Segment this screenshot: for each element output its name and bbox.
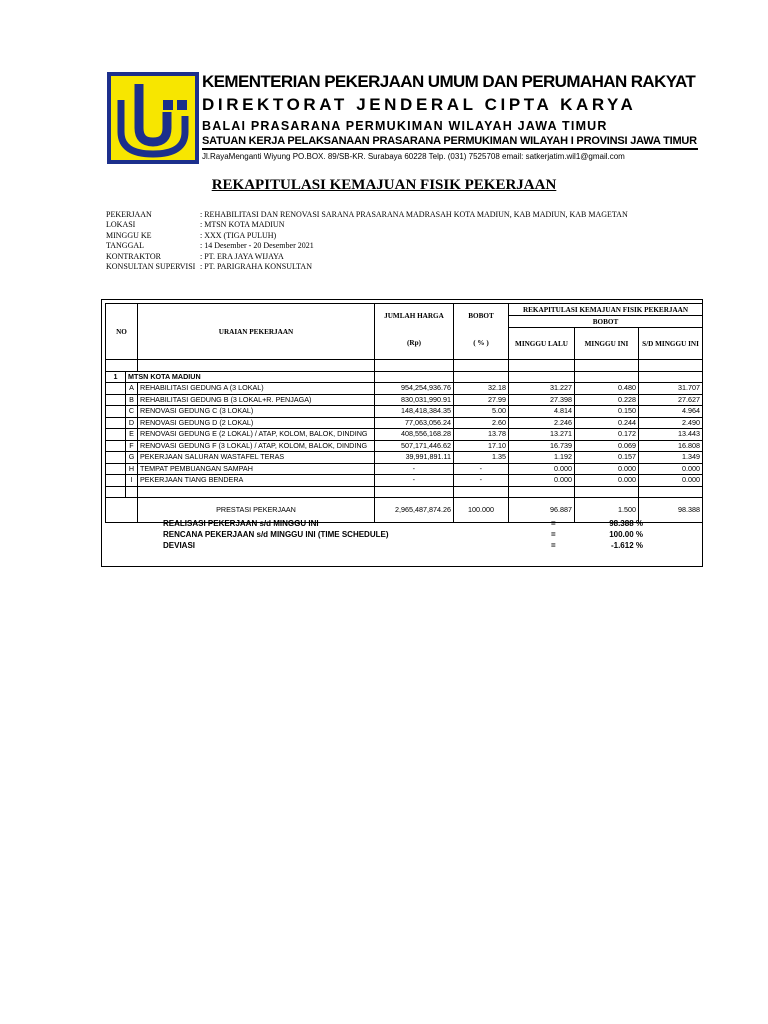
- row-ini: 0.228: [575, 394, 639, 406]
- row-desc: PEKERJAAN TIANG BENDERA: [138, 475, 375, 487]
- row-ini: 0.244: [575, 417, 639, 429]
- section-row: [106, 371, 703, 383]
- row-harga: -: [375, 463, 454, 475]
- header-no: NO: [106, 304, 138, 360]
- row-bobot: 13.78: [454, 429, 509, 441]
- row-ini: 0.480: [575, 383, 639, 395]
- row-sd: 31.707: [639, 383, 703, 395]
- info-row: [106, 220, 628, 230]
- header-rekap: REKAPITULASI KEMAJUAN FISIK PEKERJAAN: [509, 304, 703, 316]
- row-code: I: [126, 475, 138, 487]
- row-bobot: 1.35: [454, 452, 509, 464]
- row-lalu: 1.192: [509, 452, 575, 464]
- info-row: [106, 231, 628, 241]
- header-bobot: BOBOT: [454, 304, 509, 328]
- row-harga: 39,991,891.11: [375, 452, 454, 464]
- letterhead: [107, 72, 700, 166]
- row-desc: REHABILITASI GEDUNG B (3 LOKAL+R. PENJAGA): [138, 394, 375, 406]
- table-row: [106, 394, 703, 406]
- row-lalu: 2.246: [509, 417, 575, 429]
- row-bobot: -: [454, 475, 509, 487]
- row-desc: RENOVASI GEDUNG E (2 LOKAL) / ATAP, KOLOM, BALOK, DINDING: [138, 429, 375, 441]
- section-no: 1: [106, 371, 126, 383]
- row-ini: 0.157: [575, 452, 639, 464]
- summary-label: RENCANA PEKERJAAN s/d MINGGU INI (TIME SCHEDULE): [163, 530, 389, 539]
- row-lalu: 27.398: [509, 394, 575, 406]
- summary-row: [163, 518, 663, 529]
- row-lalu: 0.000: [509, 475, 575, 487]
- row-desc: RENOVASI GEDUNG C (3 LOKAL): [138, 406, 375, 418]
- row-harga: -: [375, 475, 454, 487]
- row-lalu: 13.271: [509, 429, 575, 441]
- info-row: [106, 252, 628, 262]
- pupr-logo: [107, 72, 199, 164]
- header-minggu-lalu: MINGGU LALU: [509, 328, 575, 360]
- header-rekap-bobot: BOBOT: [509, 316, 703, 328]
- summary-row: [163, 529, 663, 540]
- table-row: [106, 452, 703, 464]
- section-name: MTSN KOTA MADIUN: [126, 371, 375, 383]
- summary-value: 100.00 %: [609, 530, 643, 539]
- info-row: [106, 241, 628, 251]
- total-harga: 2,965,487,874.26: [375, 498, 454, 523]
- row-sd: 1.349: [639, 452, 703, 464]
- info-label: KONSULTAN SUPERVISI: [106, 262, 196, 272]
- document-title: REKAPITULASI KEMAJUAN FISIK PEKERJAAN: [211, 177, 557, 193]
- row-ini: 0.172: [575, 429, 639, 441]
- row-desc: PEKERJAAN SALURAN WASTAFEL TERAS: [138, 452, 375, 464]
- row-bobot: 17.10: [454, 440, 509, 452]
- row-ini: 0.069: [575, 440, 639, 452]
- row-lalu: 31.227: [509, 383, 575, 395]
- table-row: [106, 360, 703, 372]
- table-row: [106, 383, 703, 395]
- row-bobot: 27.99: [454, 394, 509, 406]
- summary-equals: =: [551, 541, 556, 550]
- table-row: [106, 406, 703, 418]
- table-row: [106, 429, 703, 441]
- row-harga: 148,418,384.35: [375, 406, 454, 418]
- header-uraian: URAIAN PEKERJAAN: [138, 304, 375, 360]
- info-value: : 14 Desember - 20 Desember 2021: [200, 241, 314, 251]
- summary-label: DEVIASI: [163, 541, 196, 550]
- row-harga: 830,031,990.91: [375, 394, 454, 406]
- row-ini: 0.000: [575, 463, 639, 475]
- table-row: [106, 440, 703, 452]
- header-sd-minggu-ini: S/D MINGGU INI: [639, 328, 703, 360]
- total-lalu: 96.887: [509, 498, 575, 523]
- info-value: : REHABILITASI DAN RENOVASI SARANA PRASARANA MADRASAH KOTA MADIUN, KAB MADIUN, KAB MAGETAN: [200, 210, 628, 219]
- project-info: [106, 210, 628, 272]
- summary-value: -1.612 %: [610, 541, 643, 550]
- row-code: C: [126, 406, 138, 418]
- row-harga: 408,556,168.28: [375, 429, 454, 441]
- summary: [163, 518, 663, 551]
- row-harga: 507,171,446.62: [375, 440, 454, 452]
- info-row: [106, 262, 628, 272]
- total-bobot: 100.000: [454, 498, 509, 523]
- summary-equals: =: [551, 519, 556, 528]
- unit-name: SATUAN KERJA PELAKSANAAN PRASARANA PERMUKIMAN WILAYAH I PROVINSI JAWA TIMUR: [202, 135, 698, 150]
- row-code: G: [126, 452, 138, 464]
- table-row: [106, 475, 703, 487]
- info-value: : MTSN KOTA MADIUN: [200, 220, 285, 230]
- info-label: TANGGAL: [106, 241, 145, 251]
- row-bobot: 2.60: [454, 417, 509, 429]
- row-desc: TEMPAT PEMBUANGAN SAMPAH: [138, 463, 375, 475]
- row-sd: 0.000: [639, 463, 703, 475]
- row-sd: 0.000: [639, 475, 703, 487]
- info-value: : XXX (TIGA PULUH): [200, 230, 277, 240]
- row-sd: 4.964: [639, 406, 703, 418]
- ministry-name: KEMENTERIAN PEKERJAAN UMUM DAN PERUMAHAN RAKYAT: [202, 72, 696, 91]
- info-label: PEKERJAAN: [106, 210, 152, 219]
- summary-label: REALISASI PEKERJAAN s/d MINGGU INI: [163, 519, 319, 528]
- row-desc: RENOVASI GEDUNG F (3 LOKAL) / ATAP, KOLOM, BALOK, DINDING: [138, 440, 375, 452]
- row-desc: RENOVASI GEDUNG D (2 LOKAL): [138, 417, 375, 429]
- directorate-name: DIREKTORAT JENDERAL CIPTA KARYA: [202, 95, 637, 114]
- row-bobot: -: [454, 463, 509, 475]
- row-harga: 77,063,056.24: [375, 417, 454, 429]
- header-bobot-unit: ( % ): [454, 328, 509, 360]
- summary-value: 98.388 %: [609, 519, 643, 528]
- total-sd: 98.388: [639, 498, 703, 523]
- header-jumlah: JUMLAH HARGA: [375, 304, 454, 328]
- info-label: KONTRAKTOR: [106, 251, 161, 261]
- row-lalu: 4.814: [509, 406, 575, 418]
- row-sd: 13.443: [639, 429, 703, 441]
- summary-equals: =: [551, 530, 556, 539]
- table-row: [106, 486, 703, 498]
- row-sd: 16.808: [639, 440, 703, 452]
- row-code: D: [126, 417, 138, 429]
- table-row: [106, 463, 703, 475]
- info-value: : PT. PARIGRAHA KONSULTAN: [200, 262, 312, 272]
- row-ini: 0.000: [575, 475, 639, 487]
- row-bobot: 32.18: [454, 383, 509, 395]
- row-code: A: [126, 383, 138, 395]
- row-lalu: 0.000: [509, 463, 575, 475]
- summary-row: [163, 540, 663, 551]
- recap-table: [105, 303, 703, 523]
- row-desc: REHABILITASI GEDUNG A (3 LOKAL): [138, 383, 375, 395]
- info-row: [106, 210, 628, 220]
- row-code: H: [126, 463, 138, 475]
- office-address: Jl.RayaMenganti Wiyung PO.BOX. 89/SB-KR. Surabaya 60228 Telp. (031) 7525708 email: satkerjatim.wil1@gmail.com: [202, 152, 625, 161]
- header-minggu-ini: MINGGU INI: [575, 328, 639, 360]
- row-bobot: 5.00: [454, 406, 509, 418]
- row-code: F: [126, 440, 138, 452]
- row-sd: 27.627: [639, 394, 703, 406]
- info-label: LOKASI: [106, 220, 136, 230]
- info-label: MINGGU KE: [106, 230, 152, 240]
- total-ini: 1.500: [575, 498, 639, 523]
- row-ini: 0.150: [575, 406, 639, 418]
- table-row: [106, 417, 703, 429]
- row-harga: 954,254,936.76: [375, 383, 454, 395]
- row-code: B: [126, 394, 138, 406]
- office-name: BALAI PRASARANA PERMUKIMAN WILAYAH JAWA TIMUR: [202, 119, 608, 133]
- info-value: : PT. ERA JAYA WIJAYA: [200, 251, 284, 261]
- row-code: E: [126, 429, 138, 441]
- header-jumlah-unit: (Rp): [375, 328, 454, 360]
- row-sd: 2.490: [639, 417, 703, 429]
- row-lalu: 16.739: [509, 440, 575, 452]
- total-label: PRESTASI PEKERJAAN: [138, 498, 375, 523]
